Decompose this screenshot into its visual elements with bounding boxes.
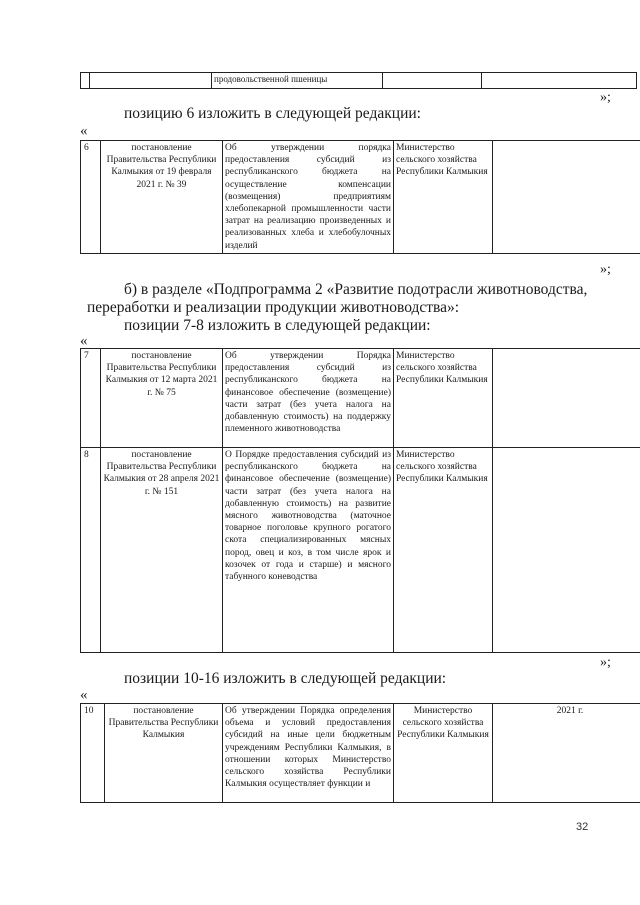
section2-intro: позиции 7-8 изложить в следующей редакции: bbox=[124, 317, 431, 334]
table-cell-executor: Министерство сельского хозяйства Республики Калмыкия bbox=[394, 141, 493, 254]
table-cell-date: 2021 г. bbox=[493, 704, 640, 803]
table-row bbox=[81, 448, 640, 653]
table-cell-date bbox=[493, 448, 640, 653]
table-row bbox=[81, 141, 640, 254]
table-cell-num: 10 bbox=[81, 704, 105, 803]
open-quote: « bbox=[80, 333, 88, 349]
table-cell-date bbox=[493, 141, 640, 254]
table-fragment-top bbox=[80, 72, 637, 89]
table-cell-num: 7 bbox=[81, 349, 101, 448]
table-cell-executor: Министерство сельского хозяйства Республики Калмыкия bbox=[394, 704, 493, 803]
table-cell-title: О Порядке предоставления субсидий из республиканского бюджета на финансовое обеспечение (возмещение) части затрат (без учета налога на добавленную стоимость) на развитие мясного животноводства (маточное товарное поголовье крупного рогатого скота специализированных мясных пород, овец и коз, в том числе ярок и козочек от года и старше) и мясного табунного коневодства bbox=[223, 448, 394, 653]
table-cell-act: постановление Правительства Республики Калмыкия от 28 апреля 2021 г. № 151 bbox=[101, 448, 223, 653]
table-section3 bbox=[80, 703, 640, 803]
table-cell-num: 6 bbox=[81, 141, 101, 254]
section2-heading-line1: б) в разделе «Подпрограмма 2 «Развитие подотрасли животноводства, bbox=[124, 281, 588, 298]
table-cell-date bbox=[493, 349, 640, 448]
table-cell-title: продовольственной пшеницы bbox=[212, 73, 383, 89]
table-cell-num: 8 bbox=[81, 448, 101, 653]
table-cell-title: Об утверждении Порядка определения объема и условий предоставления субсидий на иные цели бюджетным учреждениям Республики Калмыкия, в отношении которых Министерство сельского хозяйства Республики Калмыкия осуществляет функции и bbox=[223, 704, 394, 803]
table-cell-title: Об утверждении Порядка предоставления субсидий из республиканского бюджета на финансовое обеспечение (возмещение) части затрат (без учета налога на добавленную стоимость) на поддержку племенного животноводства bbox=[223, 349, 394, 448]
table-row bbox=[81, 349, 640, 448]
close-quote: »; bbox=[600, 655, 611, 670]
close-quote: »; bbox=[600, 90, 611, 105]
table-section2 bbox=[80, 348, 640, 653]
table-section1 bbox=[80, 140, 640, 254]
close-quote: »; bbox=[600, 262, 611, 277]
section3-intro: позиции 10-16 изложить в следующей редакции: bbox=[124, 670, 447, 687]
open-quote: « bbox=[80, 687, 88, 703]
table-cell-title: Об утверждении порядка предоставления субсидий из республиканского бюджета на осуществление компенсации (возмещения) предприятиям хлебопекарной промышленности части затрат на реализацию произведенных и реализованных хлеба и хлебобулочных изделий bbox=[223, 141, 394, 254]
table-row bbox=[81, 704, 640, 803]
section2-heading-line2: переработки и реализации продукции животноводства»: bbox=[87, 299, 460, 316]
open-quote: « bbox=[80, 123, 88, 139]
table-cell-executor: Министерство сельского хозяйства Республики Калмыкия bbox=[394, 448, 493, 653]
table-cell-act: постановление Правительства Республики Калмыкия от 12 марта 2021 г. № 75 bbox=[101, 349, 223, 448]
section1-intro: позицию 6 изложить в следующей редакции: bbox=[124, 105, 421, 122]
table-cell-act: постановление Правительства Республики Калмыкия bbox=[105, 704, 223, 803]
page-number: 32 bbox=[576, 821, 589, 833]
table-cell-act: постановление Правительства Республики Калмыкия от 19 февраля 2021 г. № 39 bbox=[101, 141, 223, 254]
table-row bbox=[81, 73, 637, 89]
table-cell-executor: Министерство сельского хозяйства Республики Калмыкия bbox=[394, 349, 493, 448]
